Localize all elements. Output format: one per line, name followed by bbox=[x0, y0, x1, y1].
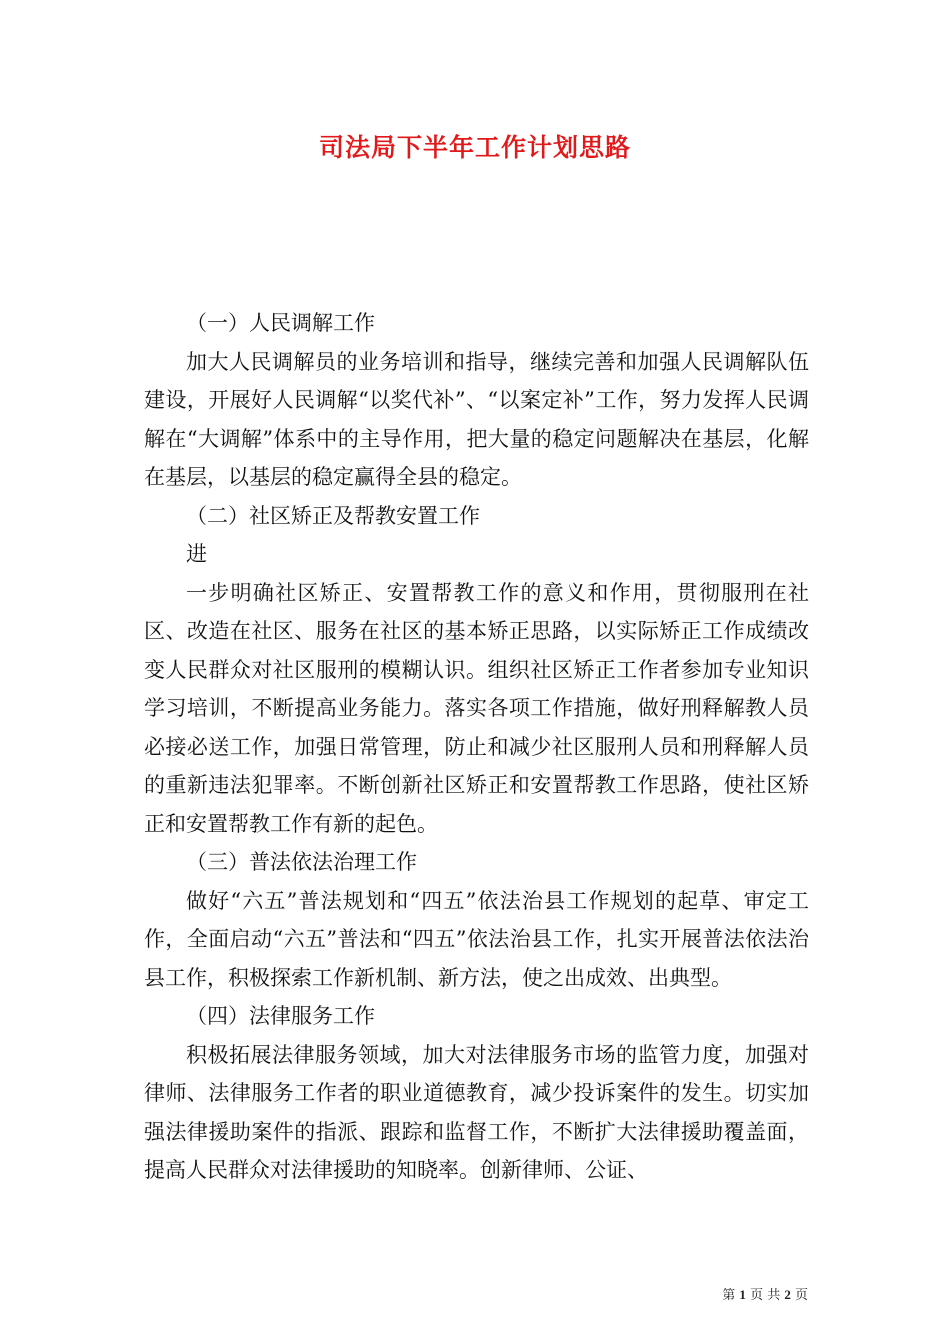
footer-total-pages: 2 bbox=[784, 1287, 791, 1302]
footer-middle: 页 共 bbox=[750, 1288, 781, 1303]
section-heading-2: （二）社区矫正及帮教安置工作 bbox=[186, 503, 480, 528]
paragraph-2a: 进 bbox=[186, 542, 207, 566]
section-heading-3: （三）普法依法治理工作 bbox=[186, 850, 417, 874]
footer-prefix: 第 bbox=[722, 1288, 736, 1303]
paragraph-4: 积极拓展法律服务领域，加大对法律服务市场的监管力度，加强对律师、法律服务工作者的职业道德教育，减少投诉案件的发生。切实加强法律援助案件的指派、跟踪和监督工作，不断扩大法律援助覆盖面，提高人民群众对法律援助的知晓率。创新律师、公证、 bbox=[144, 1042, 809, 1182]
paragraph-3: 做好“六五”普法规划和“四五”依法治县工作规划的起草、审定工作，全面启动“六五”普法和“四五”依法治县工作，扎实开展普法依法治县工作，积极探索工作新机制、新方法，使之出成效、出典型。 bbox=[144, 888, 809, 990]
paragraph-1: 加大人民调解员的业务培训和指导，继续完善和加强人民调解队伍建设，开展好人民调解“以奖代补”、“以案定补”工作，努力发挥人民调解在“大调解”体系中的主导作用，把大量的稳定问题解决在基层，化解在基层，以基层的稳定赢得全县的稳定。 bbox=[144, 349, 809, 489]
section-heading-1: （一）人民调解工作 bbox=[186, 311, 375, 335]
section-heading-4: （四）法律服务工作 bbox=[186, 1004, 375, 1028]
footer-suffix: 页 bbox=[794, 1288, 808, 1303]
document-body bbox=[144, 304, 809, 1190]
document-title: 司法局下半年工作计划思路 bbox=[318, 133, 631, 162]
paragraph-2b: 一步明确社区矫正、安置帮教工作的意义和作用，贯彻服刑在社区、改造在社区、服务在社区的基本矫正思路，以实际矫正工作成绩改变人民群众对社区服刑的模糊认识。组织社区矫正工作者参加专业知识学习培训，不断提高业务能力。落实各项工作措施，做好刑释解教人员必接必送工作，加强日常管理，防止和减少社区服刑人员和刑释解人员的重新违法犯罪率。不断创新社区矫正和安置帮教工作思路，使社区矫正和安置帮教工作有新的起色。 bbox=[144, 580, 809, 836]
footer-page-number: 1 bbox=[739, 1287, 746, 1302]
page-footer bbox=[722, 1284, 808, 1303]
